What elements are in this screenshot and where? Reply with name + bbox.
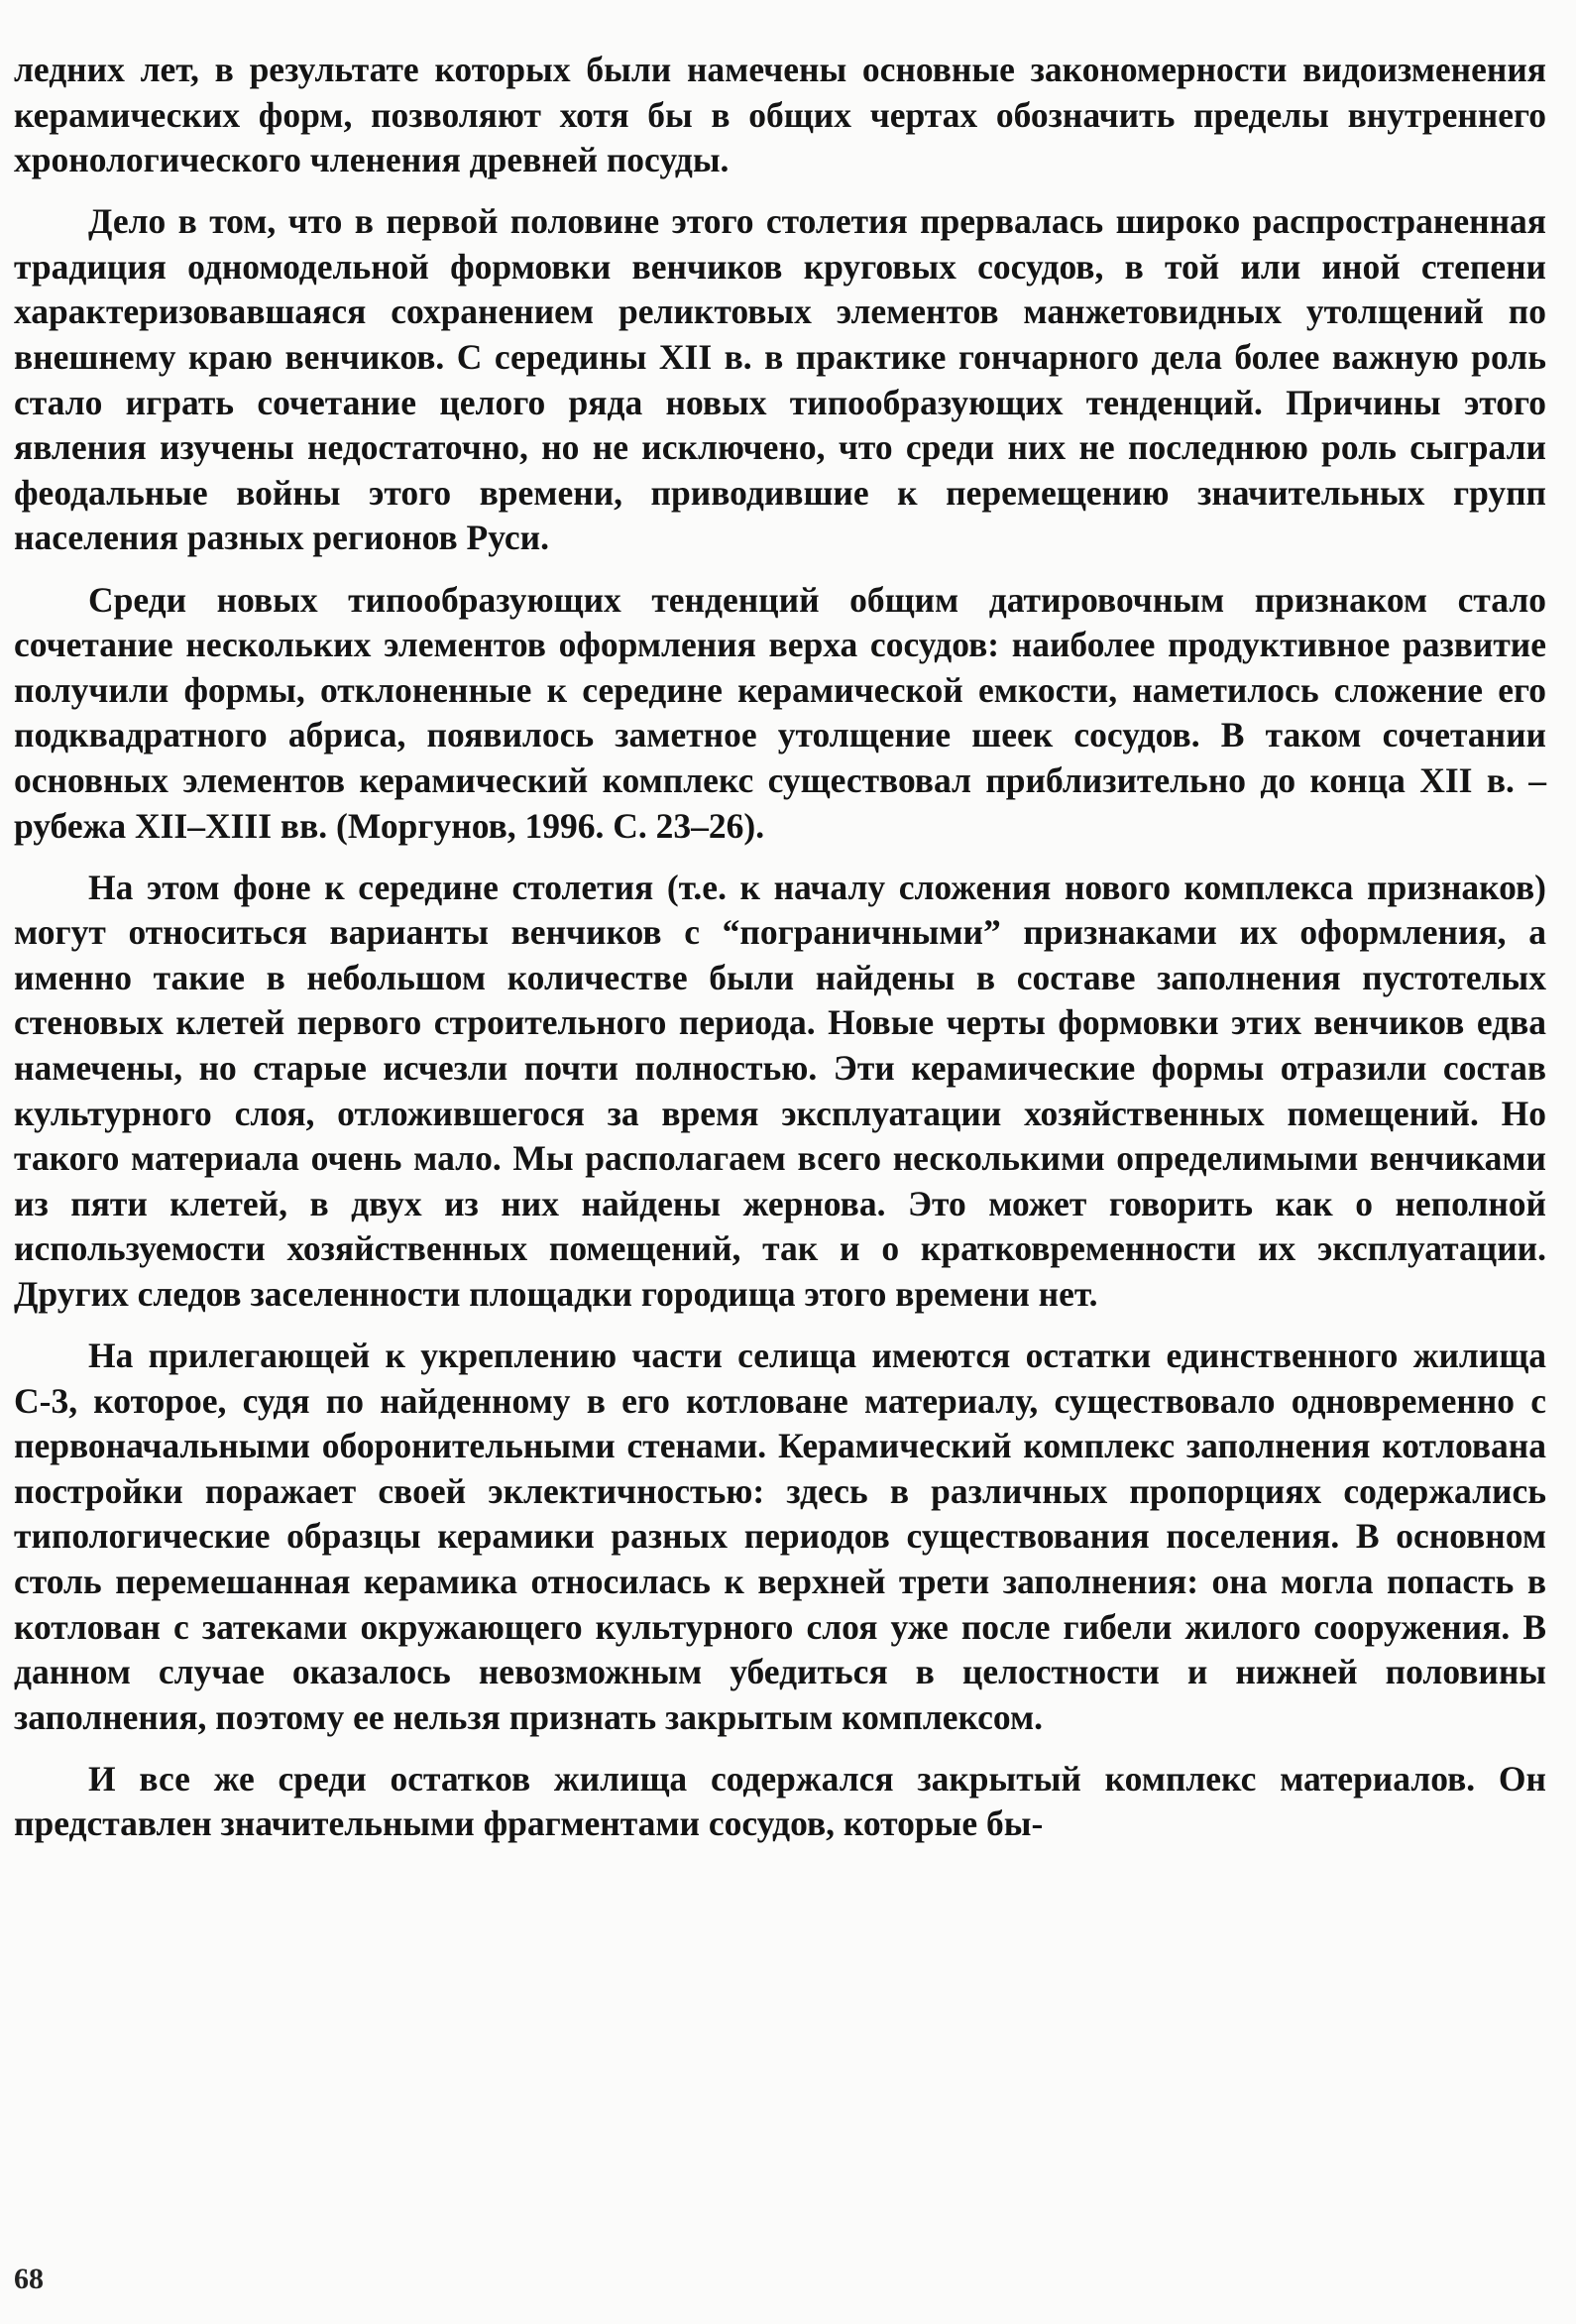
page-number: 68 xyxy=(14,2263,44,2295)
paragraph-2: Дело в том, что в первой половине этого столетия прервалась широко распространенная традиция одномодельной формовки венчиков круговых сосудов, в той или иной степени характеризовавшаяся сохранением реликтовых элементов манжетовидных утолщений по внешнему краю венчиков. С середины XII в. в практике гончарного дела более важную роль стало играть сочетание целого ряда новых типообразующих тенденций. Причины этого явления изучены недостаточно, но не исключено, что среди них не последнюю роль сыграли феодальные войны этого времени, приводившие к перемещению значительных групп населения разных регионов Руси. xyxy=(14,201,1546,558)
paragraph-4: На этом фоне к середине столетия (т.е. к началу сложения нового комплекса признаков) могут относиться варианты венчиков с “пограничными” признаками их оформления, а именно такие в небольшом количестве были найдены в составе заполнения пустотелых стеновых клетей первого строительного периода. Новые черты формовки этих венчиков едва намечены, но старые исчезли почти полностью. Эти керамические формы отразили состав культурного слоя, отложившегося за время эксплуатации хозяйственных помещений. Но такого материала очень мало. Мы располагаем всего несколькими определимыми венчиками из пяти клетей, в двух из них найдены жернова. Это может говорить как о неполной используемости хозяйственных помещений, так и о кратковременности их эксплуатации. Других следов заселенности площадки городища этого времени нет. xyxy=(14,867,1546,1314)
paragraph-3: Среди новых типообразующих тенденций общим датировочным признаком стало сочетание нескольких элементов оформления верха сосудов: наиболее продуктивное развитие получили формы, отклоненные к середине керамической емкости, наметилось сложение его подквадратного абриса, появилось заметное утолщение шеек сосудов. В таком сочетании основных элементов керамический комплекс существовал приблизительно до конца XII в. – рубежа XII–XIII вв. (Моргунов, 1996. С. 23–26). xyxy=(14,579,1546,846)
paragraph-5: На прилегающей к укреплению части селища имеются остатки единственного жилища С-3, которое, судя по найденному в его котловане материалу, существовало одновременно с первоначальными оборонительными стенами. Керамический комплекс заполнения котлована постройки поражает своей эклектичностью: здесь в различных пропорциях содержались типологические образцы керамики разных периодов существования поселения. В основном столь перемешанная керамика относилась к верхней трети заполнения: она могла попасть в котлован с затеками окружающего культурного слоя уже после гибели жилого сооружения. В данном случае оказалось невозможным убедиться в целостности и нижней половины заполнения, поэтому ее нельзя признать закрытым комплексом. xyxy=(14,1336,1546,1737)
body-text xyxy=(14,48,1546,1864)
paragraph-6: И все же среди остатков жилища содержался закрытый комплекс материалов. Он представлен значительными фрагментами сосудов, которые бы- xyxy=(14,1758,1546,1844)
paragraph-1: ледних лет, в результате которых были намечены основные закономерности видоизменения керамических форм, позволяют хотя бы в общих чертах обозначить пределы внутреннего хронологического членения древней посуды. xyxy=(14,50,1546,180)
